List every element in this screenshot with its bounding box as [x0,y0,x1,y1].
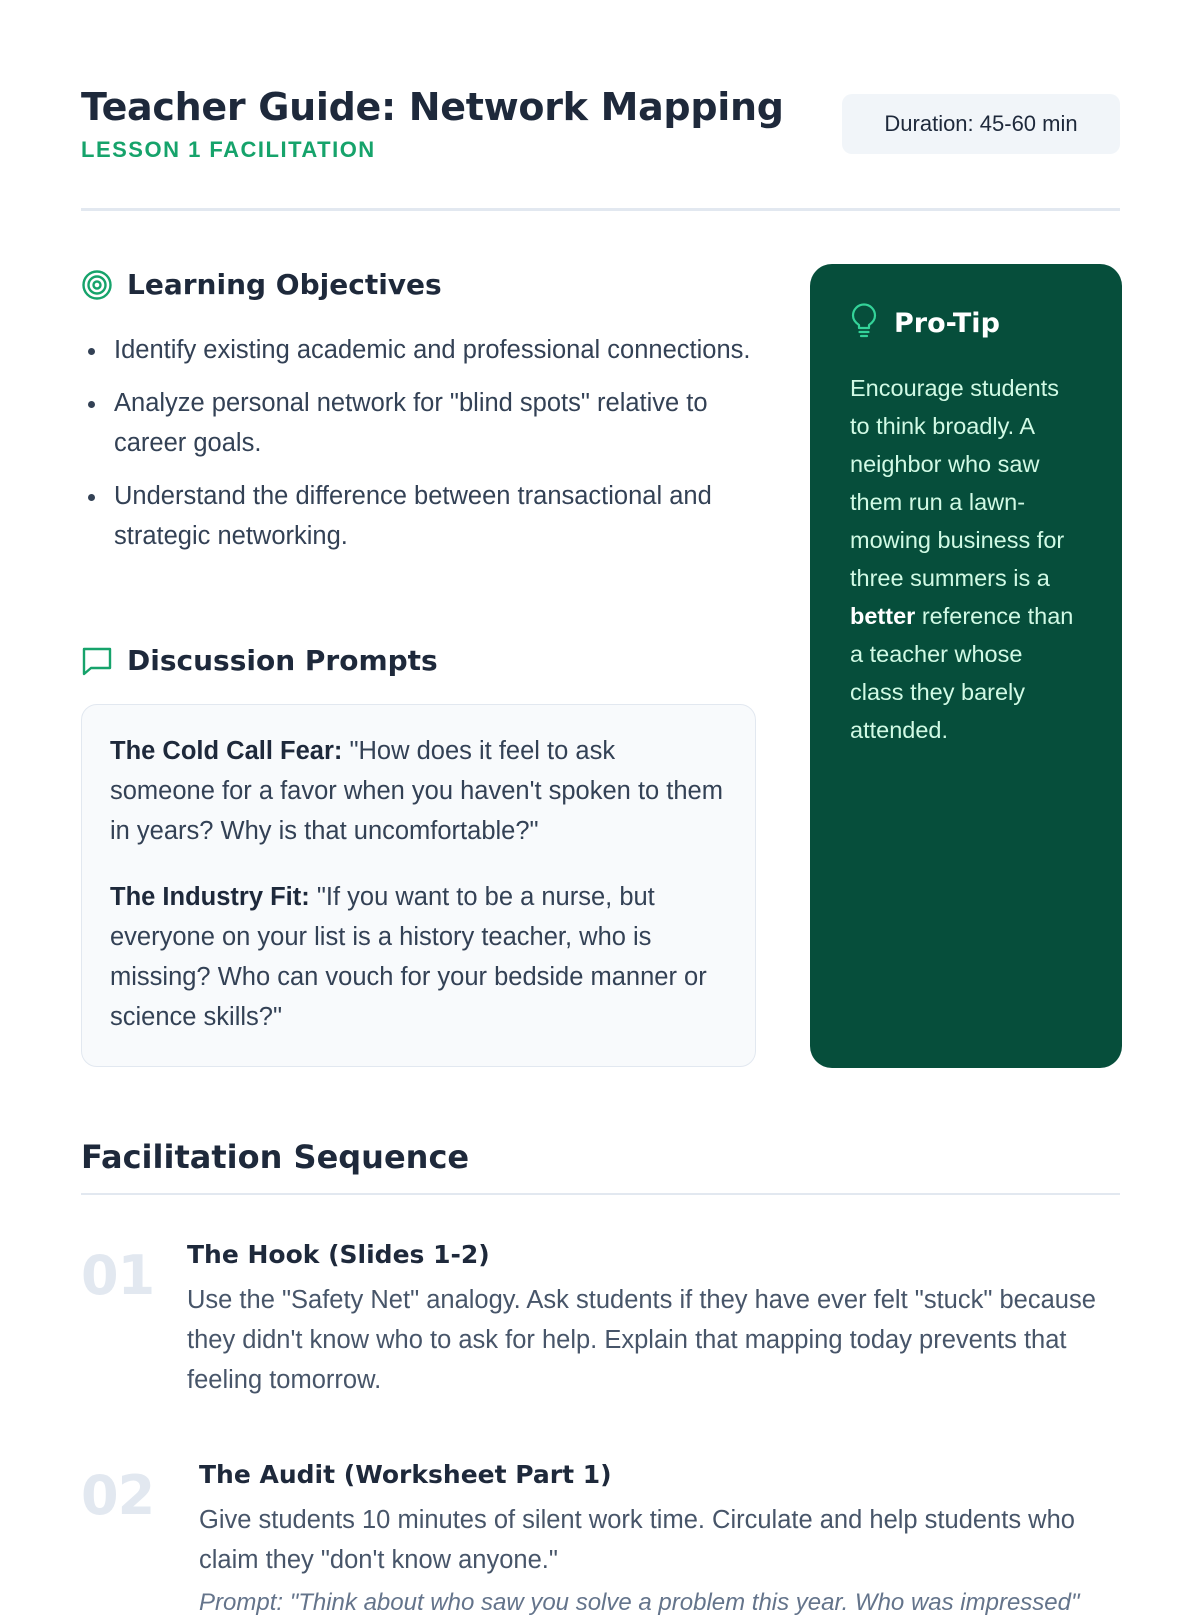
objectives-section-header [81,268,442,301]
page-title: Teacher Guide: Network Mapping [81,85,784,129]
protip-card [810,264,1122,1068]
target-icon [81,269,113,301]
step-title: The Audit (Worksheet Part 1) [199,1460,612,1489]
protip-emphasis: better [850,603,916,629]
prompt-label: The Cold Call Fear: [110,737,343,765]
step-description: Give students 10 minutes of silent work time. Circulate and help students who claim they "don't know anyone." [199,1506,1075,1574]
lightbulb-icon [850,304,878,343]
step-number: 01 [81,1244,155,1307]
step-description: Use the "Safety Net" analogy. Ask students if they have ever felt "stuck" because they didn't know who to ask for help. Explain that mapping today prevents that feeling tomorrow. [187,1286,1096,1394]
step-title: The Hook (Slides 1-2) [187,1240,490,1269]
protip-text: Encourage students to think broadly. A neighbor who saw them run a lawn-mowing business for three summers is a better reference than a teacher whose class they barely attended. [850,375,1074,743]
protip-header [850,304,1082,343]
objectives-list [81,330,761,569]
protip-heading: Pro-Tip [894,308,1000,339]
step-prompt: Prompt: "Think about who saw you solve a problem this year. Who was impressed" [199,1589,1080,1616]
sequence-heading: Facilitation Sequence [81,1138,470,1176]
objective-item: Identify existing academic and professional connections. [81,330,761,370]
prompt-text: "How does it feel to ask someone for a favor when you haven't spoken to them in years? Why is that uncomfortable?" [110,737,723,845]
page-subtitle: LESSON 1 FACILITATION [81,137,376,162]
objective-item: Analyze personal network for "blind spots" relative to career goals. [81,383,761,463]
prompt-label: The Industry Fit: [110,883,310,911]
section-divider [81,1193,1120,1195]
duration-badge: Duration: 45-60 min [842,94,1120,154]
objectives-heading: Learning Objectives [127,268,442,301]
page-header [81,83,1120,211]
discussion-heading: Discussion Prompts [127,644,438,677]
discussion-prompt [110,731,727,851]
prompt-text: "If you want to be a nurse, but everyone on your list is a history teacher, who is missing? Who can vouch for your bedside manner or science skills?" [110,883,707,1031]
step-number: 02 [81,1464,155,1527]
discussion-section-header [81,644,438,677]
discussion-prompt [110,877,727,1037]
chat-bubble-icon [81,645,113,677]
discussion-prompts-card [81,704,756,1067]
objective-item: Understand the difference between transactional and strategic networking. [81,476,761,556]
